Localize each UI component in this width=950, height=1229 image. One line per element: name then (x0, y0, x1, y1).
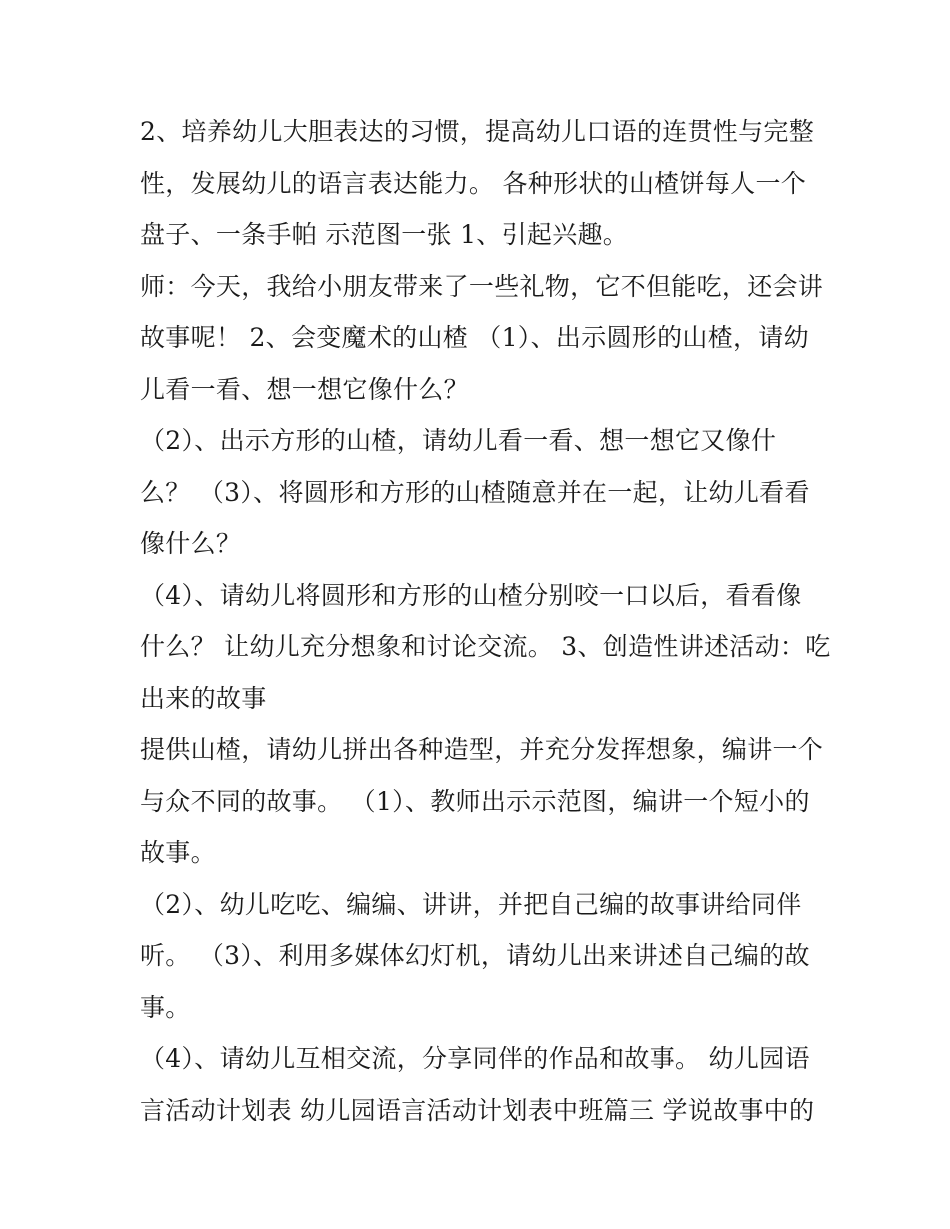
text-line: 性，发展幼儿的语言表达能力。 各种形状的山楂饼每人一个 (140, 168, 807, 198)
text-line: 言活动计划表 幼儿园语言活动计划表中班篇三 学说故事中的 (140, 1095, 815, 1125)
document-body (140, 106, 831, 1136)
text-line: 2、培养幼儿大胆表达的习惯，提高幼儿口语的连贯性与完整 (140, 117, 815, 146)
text-line: （4）、请幼儿互相交流，分享同伴的作品和故事。 幼儿园语 (140, 1044, 810, 1073)
text-line: 与众不同的故事。 （1）、教师出示示范图，编讲一个短小的 (140, 786, 810, 816)
text-line: 师：今天，我给小朋友带来了一些礼物，它不但能吃，还会讲 (140, 271, 824, 301)
text-line: 出来的故事 (140, 683, 267, 713)
text-line: 故事。 (140, 838, 216, 867)
text-line: 儿看一看、想一想它像什么？ (140, 374, 469, 404)
text-line: 故事呢！ 2、会变魔术的山楂 （1）、出示圆形的山楂，请幼 (140, 323, 809, 352)
text-line: （4）、请幼儿将圆形和方形的山楂分别咬一口以后，看看像 (140, 580, 802, 610)
text-line: 提供山楂，请幼儿拼出各种造型，并充分发挥想象，编讲一个 (140, 735, 824, 764)
text-line: 听。 （3）、利用多媒体幻灯机，请幼儿出来讲述自己编的故 (140, 941, 810, 970)
text-line: 像什么？ (140, 529, 242, 558)
text-line: 事。 (140, 992, 191, 1022)
text-line: （2）、幼儿吃吃、编编、讲讲，并把自己编的故事讲给同伴 (140, 889, 802, 919)
text-line: 什么？ 让幼儿充分想象和讨论交流。 3、创造性讲述活动：吃 (140, 632, 831, 661)
text-line: 么？ （3）、将圆形和方形的山楂随意并在一起，让幼儿看看 (140, 477, 810, 507)
text-line: （2）、出示方形的山楂，请幼儿看一看、想一想它又像什 (140, 426, 777, 455)
text-line: 盘子、一条手帕 示范图一张 1、引起兴趣。 (140, 220, 629, 249)
